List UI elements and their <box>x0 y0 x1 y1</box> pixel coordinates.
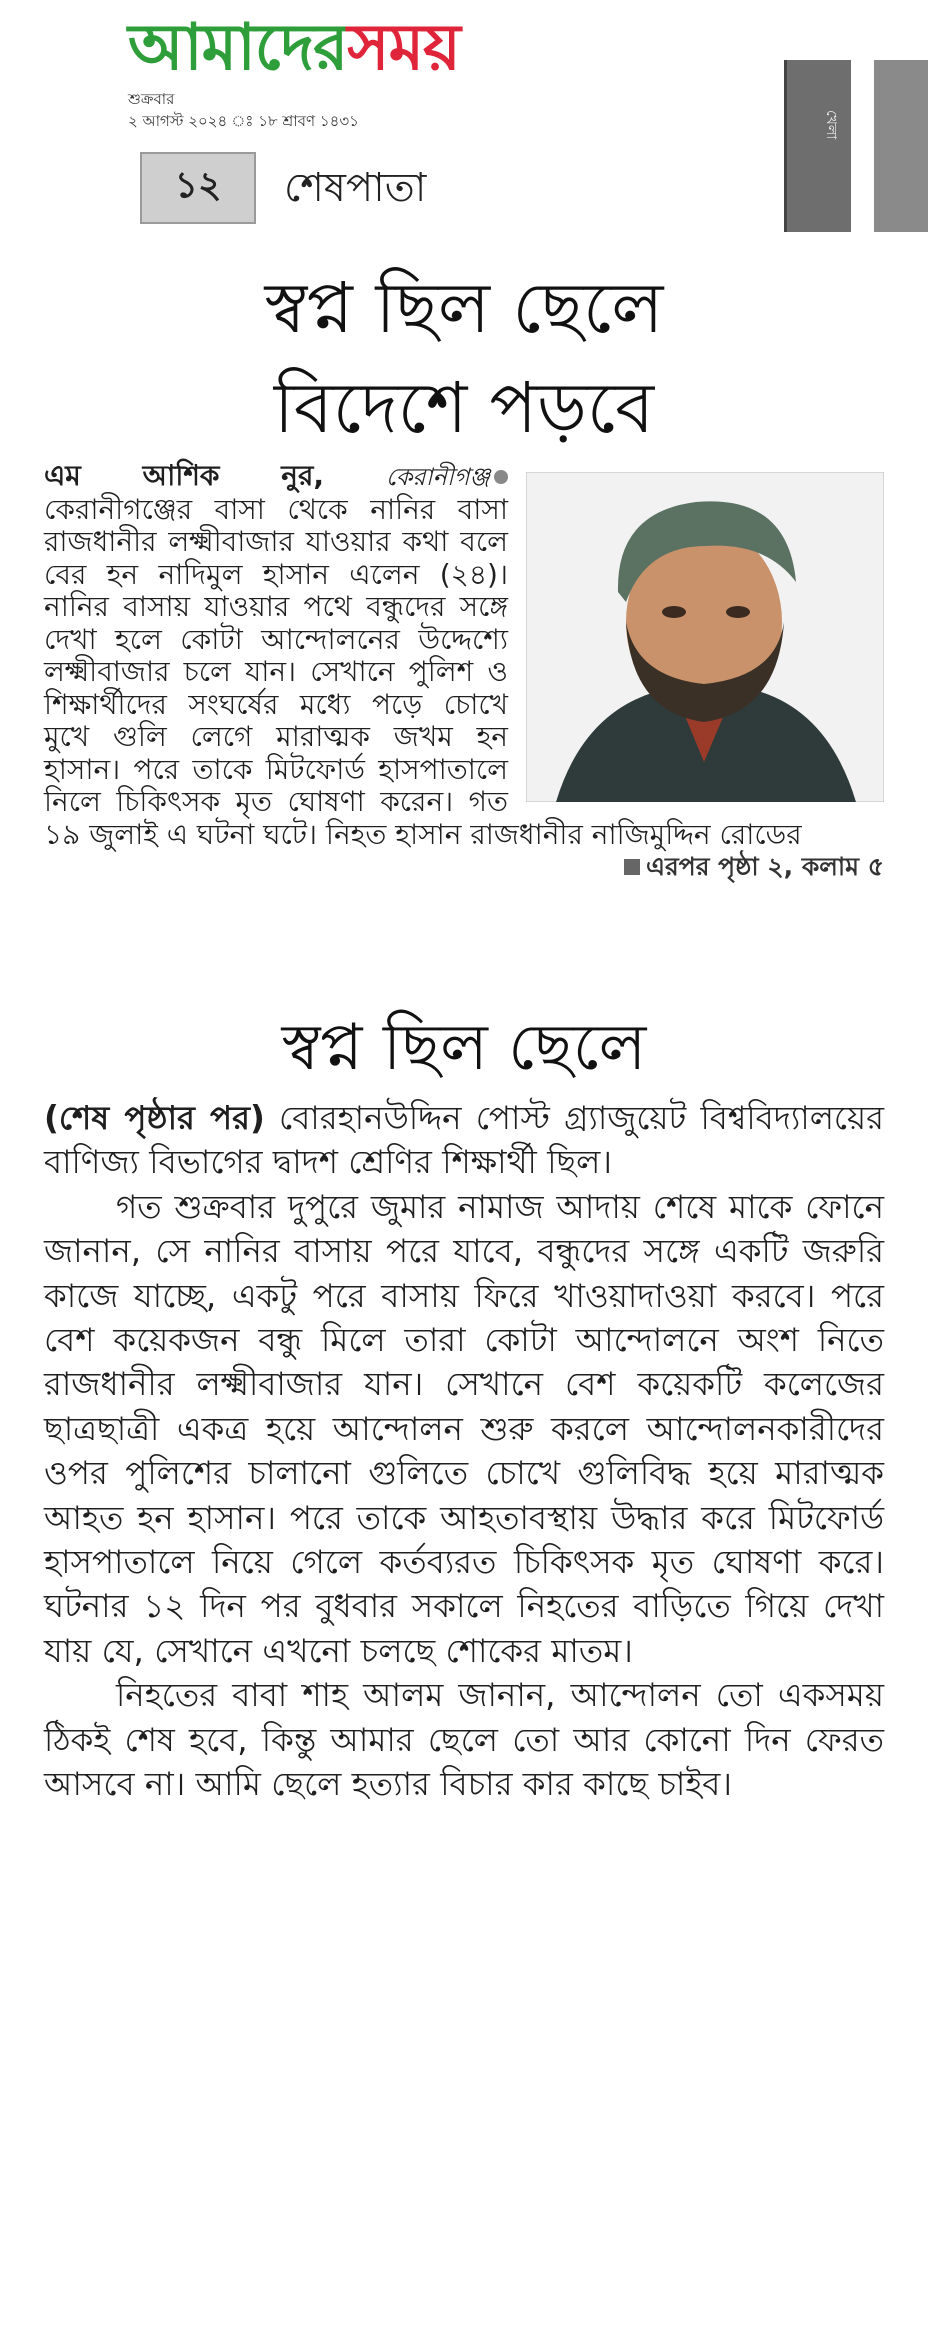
continuation-article <box>44 1096 884 1807</box>
weekday: শুক্রবার <box>128 90 175 108</box>
related-page-thumbnail[interactable] <box>784 60 851 232</box>
lead-body-text: কেরানীগঞ্জের বাসা থেকে নানির বাসা রাজধানীর লক্ষ্মীবাজার যাওয়ার কথা বলে বের হন নাদিমুল হাসান এলেন (২৪)। নানির বাসায় যাওয়ার পথে বন্ধুদের সঙ্গে দেখা হলে কোটা আন্দোলনের উদ্দেশ্যে লক্ষ্মীবাজার চলে যান। সেখানে পুলিশ ও শিক্ষার্থীদের সংঘর্ষের মধ্যে পড়ে চোখে মুখে গুলি লেগে মারাত্মক জখম হন হাসান। পরে তাকে মিটফোর্ড হাসপাতালে নিলে চিকিৎসক মৃত ঘোষণা করেন। গত ১৯ জুলাই এ ঘটনা ঘটে। নিহত হাসান রাজধানীর নাজিমুদ্দিন রোডের <box>44 492 802 851</box>
continued-on-text: এরপর পৃষ্ঠা ২, কলাম ৫ <box>645 852 884 881</box>
paragraph-1-text: বোরহানউদ্দিন পোস্ট গ্র্যাজুয়েট বিশ্ববিদ্যালয়ের বাণিজ্য বিভাগের দ্বাদশ শ্রেণির শিক্ষার্থী ছিল। <box>44 1099 884 1182</box>
newspaper-logo <box>128 8 460 88</box>
thumbnail-label: খেলা <box>823 110 839 140</box>
byline <box>44 459 508 492</box>
lead-article <box>44 460 884 884</box>
paragraph-2: গত শুক্রবার দুপুরে জুমার নামাজ আদায় শেষে মাকে ফোনে জানান, সে নানির বাসায় পরে যাবে, বন্ধুদের সঙ্গে একটি জরুরি কাজে যাচ্ছে, একটু পরে বাসায় ফিরে খাওয়াদাওয়া করবে। পরে বেশ কয়েকজন বন্ধু মিলে তারা কোটা আন্দোলনে অংশ নিতে রাজধানীর লক্ষ্মীবাজার যান। সেখানে বেশ কয়েকটি কলেজের ছাত্রছাত্রী একত্র হয়ে আন্দোলন শুরু করলে আন্দোলনকারীদের ওপর পুলিশের চালানো গুলিতে চোখে গুলিবিদ্ধ হয়ে মারাত্মক আহত হন হাসান। পরে তাকে আহতাবস্থায় উদ্ধার করে মিটফোর্ড হাসপাতালে নিয়ে গেলে কর্তব্যরত চিকিৎসক মৃত ঘোষণা করে। ঘটনার ১২ দিন পর বুধবার সকালে নিহতের বাড়িতে গিয়ে দেখা যায় যে, সেখানে এখনো চলছে শোকের মাতম। <box>44 1187 884 1670</box>
paragraph-3: নিহতের বাবা শাহ আলম জানান, আন্দোলন তো একসময় ঠিকই শেষ হবে, কিন্তু আমার ছেলে তো আর কোনো দিন ফেরত আসবে না। আমি ছেলে হত্যার বিচার কার কাছে চাইব। <box>44 1676 884 1804</box>
dateline-location: কেরানীগঞ্জ <box>385 463 491 491</box>
reporter-name: এম আশিক নুর, <box>44 459 325 492</box>
logo-part-green: আমাদের <box>128 10 348 85</box>
bullet-icon <box>494 470 508 484</box>
dateline <box>128 88 359 132</box>
paragraph-1 <box>44 1096 884 1185</box>
continued-on-link[interactable] <box>624 851 884 884</box>
page-number-box: ১২ <box>140 152 256 224</box>
victim-portrait-photo <box>526 472 884 802</box>
related-page-thumbnail-2[interactable] <box>874 60 928 232</box>
date: ২ আগস্ট ২০২৪ ঃ ১৮ শ্রাবণ ১৪৩১ <box>128 112 359 130</box>
page-name: শেষপাতা <box>284 165 427 211</box>
headline-line-2: বিদেশে পড়বে <box>273 367 655 449</box>
jump-label: (শেষ পৃষ্ঠার পর) <box>44 1099 265 1137</box>
masthead <box>0 0 928 240</box>
headline-line-1: স্বপ্ন ছিল ছেলে <box>264 267 664 349</box>
logo-part-red: সময় <box>347 10 460 85</box>
continuation-headline: স্বপ্ন ছিল ছেলে <box>281 1011 647 1085</box>
headline <box>0 258 928 458</box>
square-bullet-icon <box>624 859 640 875</box>
